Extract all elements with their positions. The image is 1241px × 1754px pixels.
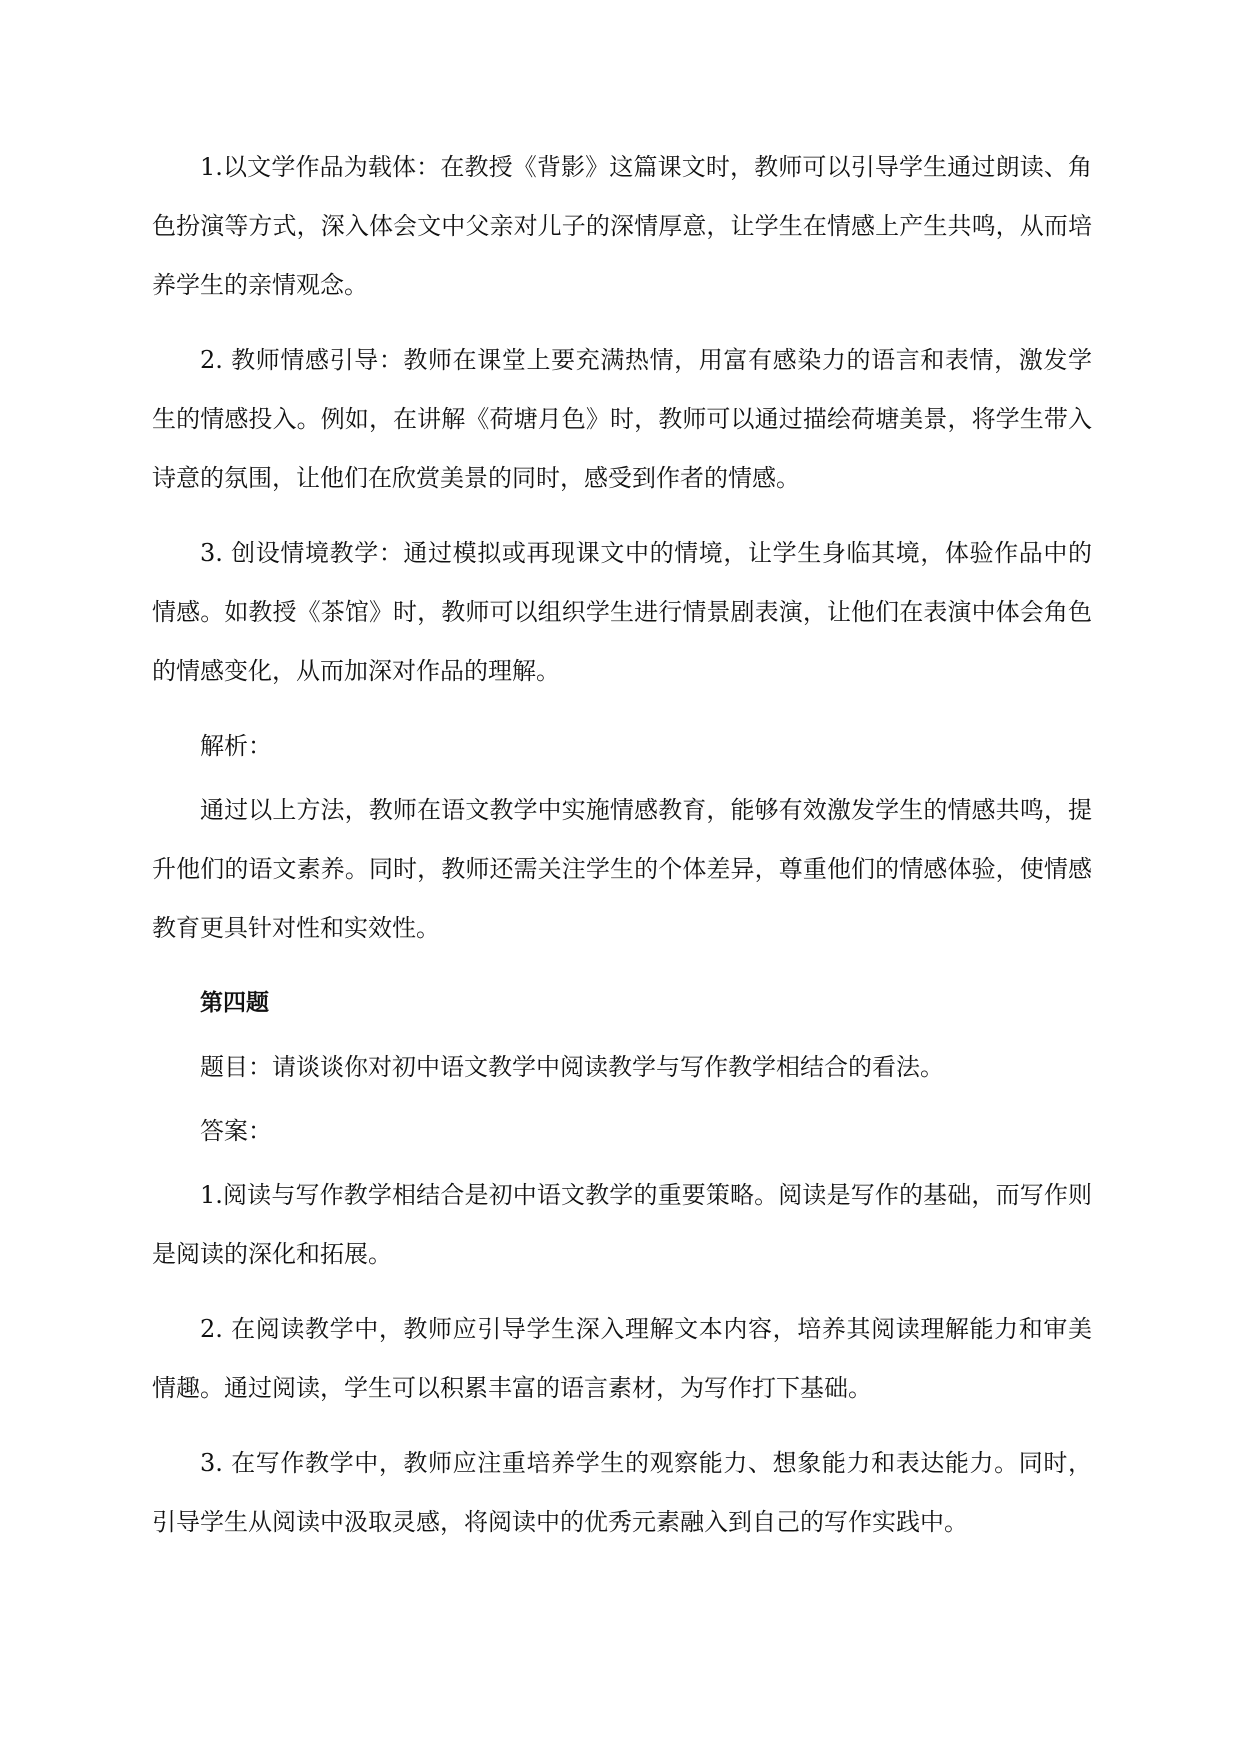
document-body xyxy=(152,138,1092,1568)
answer-label: 答案： xyxy=(200,1117,272,1145)
paragraph-answer-1: 1.阅读与写作教学相结合是初中语文教学的重要策略。阅读是写作的基础，而写作则是阅读的深化和拓展。 xyxy=(152,1181,1092,1268)
paragraph-method-2: 2. 教师情感引导：教师在课堂上要充满热情，用富有感染力的语言和表情，激发学生的情感投入。例如，在讲解《荷塘月色》时，教师可以通过描绘荷塘美景，将学生带入诗意的氛围，让他们在欣赏美景的同时，感受到作者的情感。 xyxy=(152,346,1092,492)
paragraph-analysis: 通过以上方法，教师在语文教学中实施情感教育，能够有效激发学生的情感共鸣，提升他们的语文素养。同时，教师还需关注学生的个体差异，尊重他们的情感体验，使情感教育更具针对性和实效性。 xyxy=(152,796,1092,942)
paragraph-answer-3: 3. 在写作教学中，教师应注重培养学生的观察能力、想象能力和表达能力。同时，引导学生从阅读中汲取灵感，将阅读中的优秀元素融入到自己的写作实践中。 xyxy=(152,1449,1092,1536)
section-heading: 第四题 xyxy=(200,990,269,1016)
analysis-label: 解析： xyxy=(200,732,272,760)
question-text: 题目：请谈谈你对初中语文教学中阅读教学与写作教学相结合的看法。 xyxy=(200,1053,944,1081)
paragraph-method-1: 1.以文学作品为载体：在教授《背影》这篇课文时，教师可以引导学生通过朗读、角色扮演等方式，深入体会文中父亲对儿子的深情厚意，让学生在情感上产生共鸣，从而培养学生的亲情观念。 xyxy=(152,153,1092,299)
paragraph-method-3: 3. 创设情境教学：通过模拟或再现课文中的情境，让学生身临其境，体验作品中的情感。如教授《茶馆》时，教师可以组织学生进行情景剧表演，让他们在表演中体会角色的情感变化，从而加深对作品的理解。 xyxy=(152,539,1092,685)
paragraph-answer-2: 2. 在阅读教学中，教师应引导学生深入理解文本内容，培养其阅读理解能力和审美情趣。通过阅读，学生可以积累丰富的语言素材，为写作打下基础。 xyxy=(152,1315,1092,1402)
